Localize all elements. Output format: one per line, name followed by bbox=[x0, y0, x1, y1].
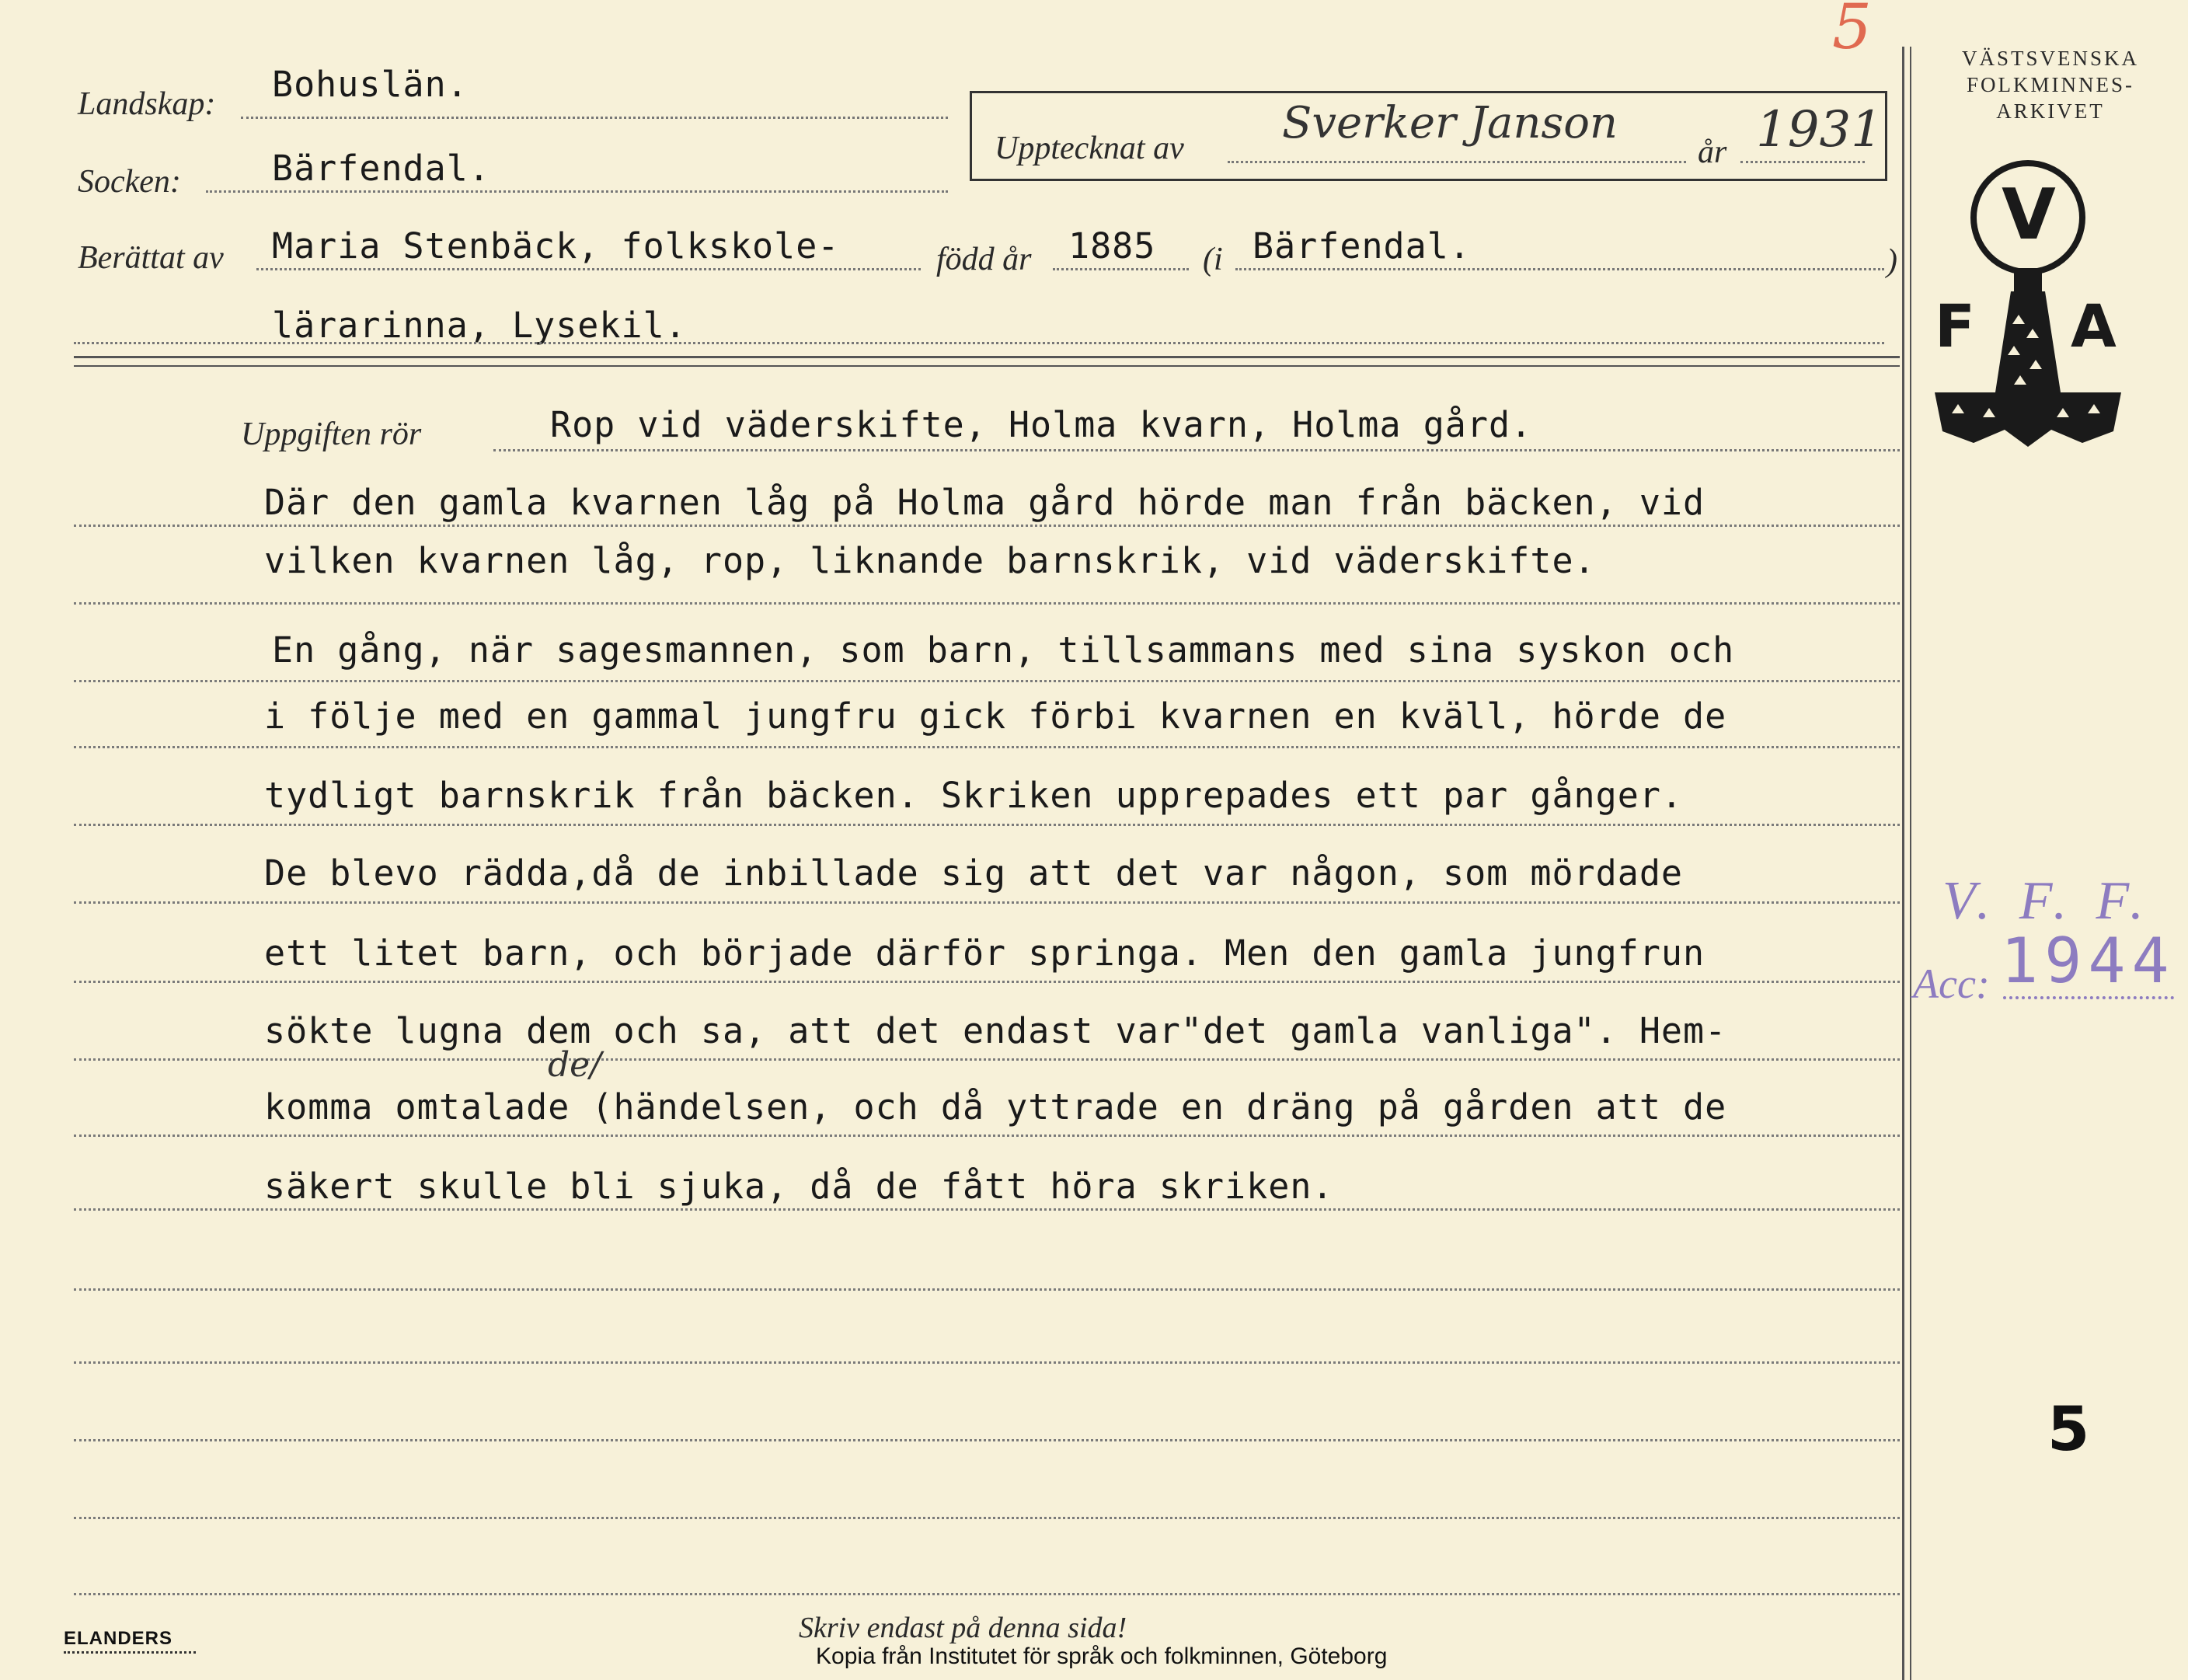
stamp-acc-label: Acc: bbox=[1913, 960, 1990, 1007]
berattat-label: Berättat av bbox=[78, 240, 224, 276]
ar-dotted-line bbox=[1740, 161, 1865, 163]
body-rule-9 bbox=[74, 1135, 1900, 1137]
body-line-10: säkert skulle bli sjuka, då de fått höra skriken. bbox=[264, 1166, 1334, 1207]
body-line-3: En gång, när sagesmannen, som barn, tillsammans med sina syskon och bbox=[272, 629, 1735, 671]
stamp-vff: V. F. F. bbox=[1942, 871, 2151, 931]
socken-label: Socken: bbox=[78, 164, 181, 200]
printer-mark-subline bbox=[64, 1651, 196, 1654]
body-rule-1 bbox=[74, 525, 1900, 527]
logo-letter-left: F bbox=[1935, 291, 1975, 361]
right-divider-inner bbox=[1910, 47, 1911, 1680]
upptecknat-dotted-line bbox=[1228, 161, 1686, 163]
body-rule-3 bbox=[74, 680, 1900, 682]
berattat-dotted-line-1 bbox=[256, 268, 921, 270]
printer-mark: ELANDERS bbox=[64, 1628, 173, 1649]
body-rule-11 bbox=[74, 1288, 1900, 1291]
body-rule-13 bbox=[74, 1439, 1900, 1441]
i-dotted-line bbox=[1235, 268, 1884, 270]
archive-name-line-2: FOLKMINNES- bbox=[1966, 73, 2134, 96]
subject-value: Rop vid väderskifte, Holma kvarn, Holma gård. bbox=[550, 404, 1533, 445]
insertion-mark: de/ bbox=[548, 1045, 602, 1085]
logo-letter-top: V bbox=[2002, 174, 2056, 256]
body-rule-6 bbox=[74, 901, 1900, 904]
i-value: Bärfendal. bbox=[1253, 225, 1471, 267]
archive-name bbox=[1913, 45, 2188, 124]
body-line-2: vilken kvarnen låg, rop, liknande barnskrik, vid väderskifte. bbox=[264, 540, 1596, 581]
footer-instruction: Skriv endast på denna sida! bbox=[799, 1612, 1127, 1644]
body-line-5: tydligt barnskrik från bäcken. Skriken upprepades ett par gånger. bbox=[264, 775, 1683, 816]
body-rule-10 bbox=[74, 1208, 1900, 1211]
subject-label: Uppgiften rör bbox=[241, 417, 422, 452]
ar-value: 1931 bbox=[1756, 101, 1883, 159]
subject-dotted-line bbox=[493, 449, 1900, 451]
body-line-1: Där den gamla kvarnen låg på Holma gård hörde man från bäcken, vid bbox=[264, 482, 1705, 523]
footer-copy: Kopia från Institutet för språk och folkminnen, Göteborg bbox=[816, 1643, 1388, 1669]
body-rule-12 bbox=[74, 1361, 1900, 1364]
body-rule-2 bbox=[74, 602, 1900, 605]
body-rule-14 bbox=[74, 1517, 1900, 1519]
fodd-value: 1885 bbox=[1068, 225, 1156, 267]
body-line-7: ett litet barn, och började därför springa. Men den gamla jungfrun bbox=[264, 932, 1705, 974]
berattat-value-2: lärarinna, Lysekil. bbox=[272, 305, 687, 346]
upptecknat-value: Sverker Janson bbox=[1282, 98, 1618, 148]
berattat-value-1: Maria Stenbäck, folkskole- bbox=[272, 225, 840, 267]
archive-logo bbox=[1927, 159, 2129, 462]
i-open: (i bbox=[1203, 242, 1223, 277]
body-line-9: komma omtalade (händelsen, och då yttrade en dräng på gården att de bbox=[264, 1086, 1727, 1128]
right-divider-outer bbox=[1902, 47, 1904, 1680]
stamp-underline bbox=[2003, 996, 2174, 999]
logo-letter-right: A bbox=[2071, 291, 2117, 361]
body-rule-5 bbox=[74, 824, 1900, 826]
body-rule-7 bbox=[74, 981, 1900, 983]
stamp-acc-number: 1944 bbox=[2001, 925, 2176, 997]
fodd-label: född år bbox=[936, 242, 1032, 277]
upptecknat-label: Upptecknat av bbox=[995, 131, 1184, 166]
page-number: 5 bbox=[2047, 1395, 2090, 1465]
ar-label: år bbox=[1698, 134, 1727, 170]
socken-value: Bärfendal. bbox=[272, 148, 490, 189]
body-rule-4 bbox=[74, 746, 1900, 748]
body-rule-15 bbox=[74, 1593, 1900, 1595]
archive-name-line-3: ARKIVET bbox=[1996, 99, 2105, 123]
body-line-6: De blevo rädda,då de inbillade sig att det var någon, som mördade bbox=[264, 852, 1683, 894]
landskap-value: Bohuslän. bbox=[272, 64, 469, 105]
socken-dotted-line bbox=[206, 190, 948, 193]
body-line-4: i följe med en gammal jungfru gick förbi kvarnen en kväll, hörde de bbox=[264, 695, 1727, 737]
archive-name-line-1: VÄSTSVENSKA bbox=[1961, 47, 2140, 70]
corner-page-mark: 5 bbox=[1832, 0, 1872, 63]
header-rule-top bbox=[74, 356, 1900, 358]
body-rule-8 bbox=[74, 1058, 1900, 1061]
fodd-dotted-line bbox=[1053, 268, 1189, 270]
landskap-dotted-line bbox=[241, 117, 948, 119]
body-line-8: sökte lugna dem och sa, att det endast var"det gamla vanliga". Hem- bbox=[264, 1010, 1727, 1051]
header-rule-bottom bbox=[74, 365, 1900, 367]
berattat-dotted-line-2 bbox=[74, 342, 1884, 344]
landskap-label: Landskap: bbox=[78, 86, 216, 122]
i-close: ) bbox=[1887, 243, 1897, 279]
